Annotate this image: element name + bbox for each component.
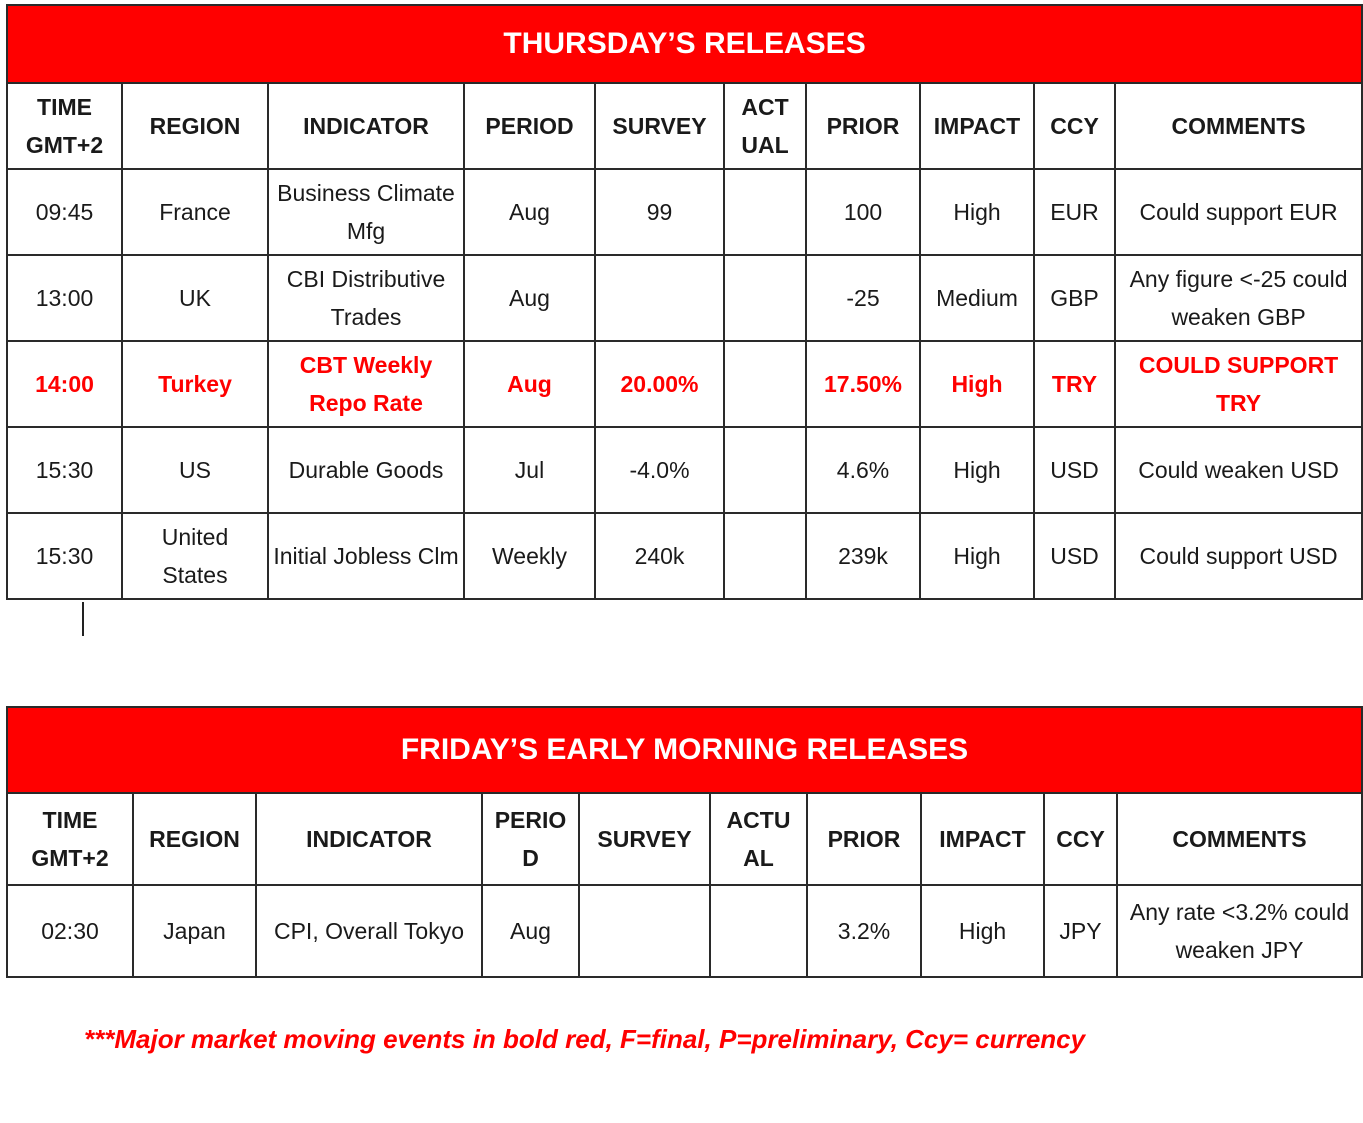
table-row-major (7, 341, 1362, 427)
cell-actual (724, 169, 806, 255)
header-impact: IMPACT (921, 793, 1044, 885)
cell-ccy: USD (1034, 513, 1115, 599)
table-row (7, 169, 1362, 255)
header-survey: SURVEY (579, 793, 710, 885)
header-comments: COMMENTS (1117, 793, 1362, 885)
cell-survey: -4.0% (595, 427, 724, 513)
cell-comments: Any rate <3.2% could weaken JPY (1117, 885, 1362, 977)
cell-region: UK (122, 255, 268, 341)
cell-ccy: TRY (1034, 341, 1115, 427)
header-period: PERIO D (482, 793, 579, 885)
header-region: REGION (133, 793, 256, 885)
cell-region: Japan (133, 885, 256, 977)
cell-prior: 17.50% (806, 341, 920, 427)
cell-ccy: JPY (1044, 885, 1117, 977)
header-actual: ACTU AL (710, 793, 807, 885)
cell-time: 14:00 (7, 341, 122, 427)
table-row (7, 885, 1362, 977)
cell-impact: Medium (920, 255, 1034, 341)
cell-region: France (122, 169, 268, 255)
cell-period: Aug (464, 169, 595, 255)
cell-time: 15:30 (7, 513, 122, 599)
cell-region: US (122, 427, 268, 513)
cell-prior: 3.2% (807, 885, 921, 977)
header-period: PERIOD (464, 83, 595, 169)
cell-indicator: Durable Goods (268, 427, 464, 513)
cell-comments: COULD SUPPORT TRY (1115, 341, 1362, 427)
thursday-title: THURSDAY’S RELEASES (7, 5, 1362, 83)
cell-period: Aug (482, 885, 579, 977)
cell-comments: Could support USD (1115, 513, 1362, 599)
cell-survey (579, 885, 710, 977)
cell-time: 09:45 (7, 169, 122, 255)
cell-ccy: GBP (1034, 255, 1115, 341)
cell-ccy: USD (1034, 427, 1115, 513)
header-ccy: CCY (1034, 83, 1115, 169)
cell-survey: 20.00% (595, 341, 724, 427)
cell-comments: Could support EUR (1115, 169, 1362, 255)
cell-region: United States (122, 513, 268, 599)
header-ccy: CCY (1044, 793, 1117, 885)
header-time: TIME GMT+2 (7, 83, 122, 169)
table-row (7, 513, 1362, 599)
cell-impact: High (920, 341, 1034, 427)
cell-actual (724, 341, 806, 427)
cell-actual (724, 255, 806, 341)
cell-impact: High (920, 513, 1034, 599)
cell-period: Aug (464, 341, 595, 427)
header-comments: COMMENTS (1115, 83, 1362, 169)
header-indicator: INDICATOR (256, 793, 482, 885)
cell-time: 13:00 (7, 255, 122, 341)
cell-ccy: EUR (1034, 169, 1115, 255)
thursday-releases-table (6, 4, 1363, 600)
header-time: TIME GMT+2 (7, 793, 133, 885)
header-indicator: INDICATOR (268, 83, 464, 169)
header-prior: PRIOR (806, 83, 920, 169)
header-survey: SURVEY (595, 83, 724, 169)
cell-period: Jul (464, 427, 595, 513)
cell-time: 15:30 (7, 427, 122, 513)
cell-actual (724, 427, 806, 513)
cell-actual (710, 885, 807, 977)
cell-survey: 99 (595, 169, 724, 255)
cell-indicator: CBI Distributive Trades (268, 255, 464, 341)
cell-survey: 240k (595, 513, 724, 599)
cell-indicator: Business Climate Mfg (268, 169, 464, 255)
header-actual: ACT UAL (724, 83, 806, 169)
cell-impact: High (920, 427, 1034, 513)
cell-time: 02:30 (7, 885, 133, 977)
cell-impact: High (920, 169, 1034, 255)
header-row (7, 793, 1362, 885)
friday-title: FRIDAY’S EARLY MORNING RELEASES (7, 707, 1362, 793)
friday-releases-table (6, 706, 1363, 978)
cell-comments: Any figure <-25 could weaken GBP (1115, 255, 1362, 341)
table-row (7, 255, 1362, 341)
cell-indicator: CBT Weekly Repo Rate (268, 341, 464, 427)
cell-actual (724, 513, 806, 599)
table-row (7, 427, 1362, 513)
cell-prior: -25 (806, 255, 920, 341)
cell-indicator: Initial Jobless Clm (268, 513, 464, 599)
cell-prior: 100 (806, 169, 920, 255)
cell-prior: 4.6% (806, 427, 920, 513)
cell-survey (595, 255, 724, 341)
footnote: ***Major market moving events in bold red, F=final, P=preliminary, Ccy= currency (84, 1024, 1086, 1054)
cell-period: Weekly (464, 513, 595, 599)
header-impact: IMPACT (920, 83, 1034, 169)
header-region: REGION (122, 83, 268, 169)
header-row (7, 83, 1362, 169)
text-cursor (82, 602, 84, 636)
cell-impact: High (921, 885, 1044, 977)
cell-comments: Could weaken USD (1115, 427, 1362, 513)
cell-prior: 239k (806, 513, 920, 599)
cell-region: Turkey (122, 341, 268, 427)
header-prior: PRIOR (807, 793, 921, 885)
cell-indicator: CPI, Overall Tokyo (256, 885, 482, 977)
cell-period: Aug (464, 255, 595, 341)
